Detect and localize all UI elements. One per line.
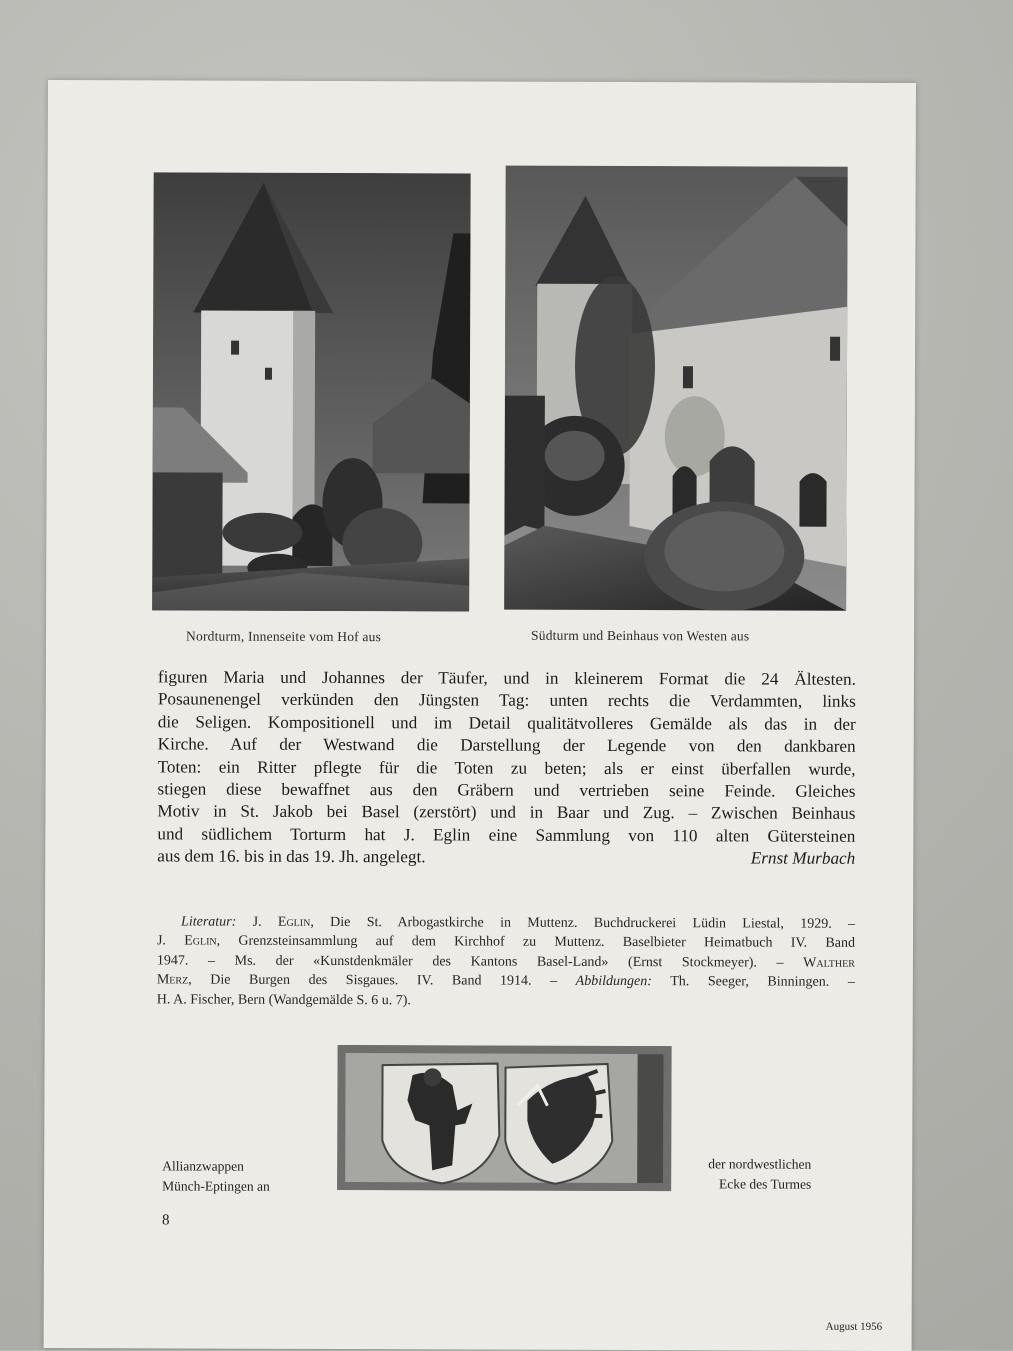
caption-south-tower: Südturm und Beinhaus von Westen aus (531, 627, 750, 644)
issue-date: August 1956 (825, 1320, 883, 1333)
ref-line: J. Eglin, Grenzsteinsammlung auf dem Kirchhof zu Muttenz. Baselbieter Heimatbuch IV. Band (156, 933, 856, 952)
body-line: Posaunenengel verkünden den Jüngsten Tag: unten rechts die Verdammten, links (157, 689, 856, 712)
body-line: Toten: ein Ritter pflegte für die Toten zu beten; als er einst überfallen wurde, (157, 757, 856, 779)
photo-south-tower-ossuary (504, 166, 848, 611)
body-line: aus dem 16. bis in das 19. Jh. angelegt. (157, 846, 426, 867)
page-number: 8 (161, 1212, 170, 1229)
body-line: stiegen diese bewaffnet aus den Gräbern und vertrieben seine Feinde. Gleiches (157, 779, 856, 801)
coat-of-arms-caption-left: Allianzwappen Münch-Eptingen an (162, 1158, 270, 1194)
body-line: Motiv in St. Jakob bei Basel (zerstört) und in Baar und Zug. – Zwischen Beinhaus (157, 801, 856, 824)
caption-north-tower: Nordturm, Innenseite vom Hof aus (186, 628, 382, 645)
body-line: die Seligen. Kompositionell und im Detail qualitätvolleres Gemälde als das in der (157, 712, 856, 734)
abbildungen-label: Abbildungen: (575, 974, 652, 990)
author-name: Ernst Murbach (750, 848, 856, 869)
body-line-last (157, 846, 855, 871)
literatur-label: Literatur: (181, 914, 237, 930)
ref-line: 1947. – Ms. der «Kunstdenkmäler des Kantons Basel-Land» (Ernst Stockmeyer). – Walther (156, 953, 855, 971)
document-page (44, 80, 916, 1351)
body-line: Kirche. Auf der Westwand die Darstellung der Legende von den dankbaren (157, 734, 856, 757)
ref-line: H. A. Fischer, Bern (Wandgemälde S. 6 u. 7). (156, 992, 411, 1008)
photo-coat-of-arms (337, 1045, 672, 1191)
literature-references (157, 912, 855, 1011)
photo-north-tower (152, 172, 471, 611)
coat-of-arms-caption-right: der nordwestlichen Ecke des Turmes (708, 1156, 812, 1192)
ref-line: Literatur: J. Eglin, Die St. Arbogastkirche in Muttenz. Buchdruckerei Lüdin Liestal, 1929. – (181, 914, 856, 932)
ref-line: Merz, Die Burgen des Sisgaues. IV. Band 1914. – Abbildungen: Th. Seeger, Binningen. – (156, 972, 855, 991)
body-text (157, 666, 856, 870)
body-line: figuren Maria und Johannes der Täufer, und in kleinerem Format die 24 Ältesten. (157, 667, 856, 689)
body-line: und südlichem Torturm hat J. Eglin eine Sammlung von 110 alten Gütersteinen (157, 824, 856, 846)
